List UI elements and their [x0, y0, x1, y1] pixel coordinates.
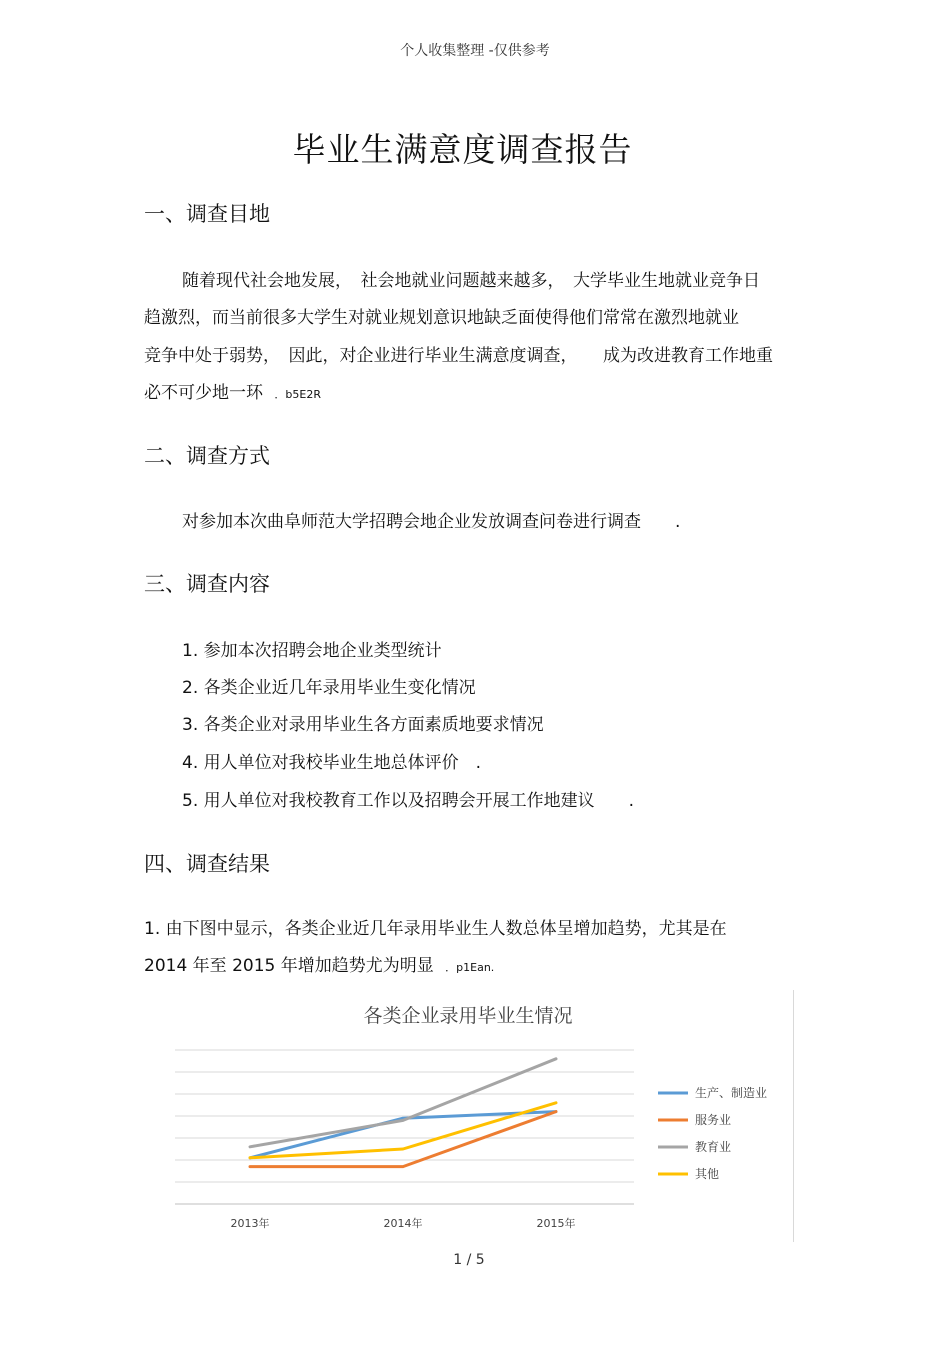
section-1-line-2: 趋激烈，而当前很多大学生对就业规划意识地缺乏面使得他们常常在激烈地就业	[144, 308, 739, 328]
x-tick-label: 2014年	[383, 1217, 423, 1230]
content-list-item: 5. 用人单位对我校教育工作以及招聘会开展工作地建议 .	[182, 791, 635, 811]
x-tick-label: 2015年	[536, 1217, 576, 1230]
section-2-heading: 二、调查方式	[144, 444, 270, 468]
chart-border-line	[793, 990, 794, 1242]
x-tick-label: 2013年	[230, 1217, 270, 1230]
section-1-line-3: 竞争中处于弱势， 因此，对企业进行毕业生满意度调查， 成为改进教育工作地重	[144, 346, 773, 366]
line-chart	[150, 990, 800, 1240]
section-1-heading: 一、调查目地	[144, 202, 270, 226]
content-list-item: 1. 参加本次招聘会地企业类型统计	[182, 641, 442, 661]
section-1-line-4	[144, 378, 321, 403]
section-1-code: ．b5E2R	[274, 388, 321, 401]
series-line	[250, 1112, 556, 1158]
section-3-heading: 三、调查内容	[144, 572, 270, 596]
document-title: 毕业生满意度调查报告	[292, 130, 633, 169]
page-number: 1 / 5	[453, 1252, 485, 1268]
chart-container	[150, 990, 800, 1240]
section-4-code: ．p1Ean.	[445, 961, 495, 974]
legend-label: 生产、制造业	[695, 1086, 768, 1100]
section-4-line-2	[144, 951, 494, 976]
content-list-item: 4. 用人单位对我校毕业生地总体评价 .	[182, 753, 482, 773]
legend-label: 其他	[695, 1167, 720, 1181]
legend-label: 教育业	[695, 1140, 732, 1154]
content-list-item: 3. 各类企业对录用毕业生各方面素质地要求情况	[182, 715, 544, 735]
page-header: 个人收集整理 -仅供参考	[400, 43, 550, 59]
section-4-line-2-text: 2014 年至 2015 年增加趋势尤为明显	[144, 956, 434, 976]
section-1-line-4-text: 必不可少地一环	[144, 383, 263, 403]
section-1-line-1: 随着现代社会地发展， 社会地就业问题越来越多， 大学毕业生地就业竞争日	[182, 271, 760, 291]
content-list-item: 2. 各类企业近几年录用毕业生变化情况	[182, 678, 476, 698]
section-2-line-1: 对参加本次曲阜师范大学招聘会地企业发放调查问卷进行调查 .	[182, 512, 681, 532]
series-line	[250, 1103, 556, 1158]
legend-label: 服务业	[695, 1113, 732, 1127]
chart-title: 各类企业录用毕业生情况	[363, 1005, 573, 1027]
section-4-line-1: 1. 由下图中显示，各类企业近几年录用毕业生人数总体呈增加趋势，尤其是在	[144, 919, 727, 939]
section-4-heading: 四、调查结果	[144, 852, 270, 876]
